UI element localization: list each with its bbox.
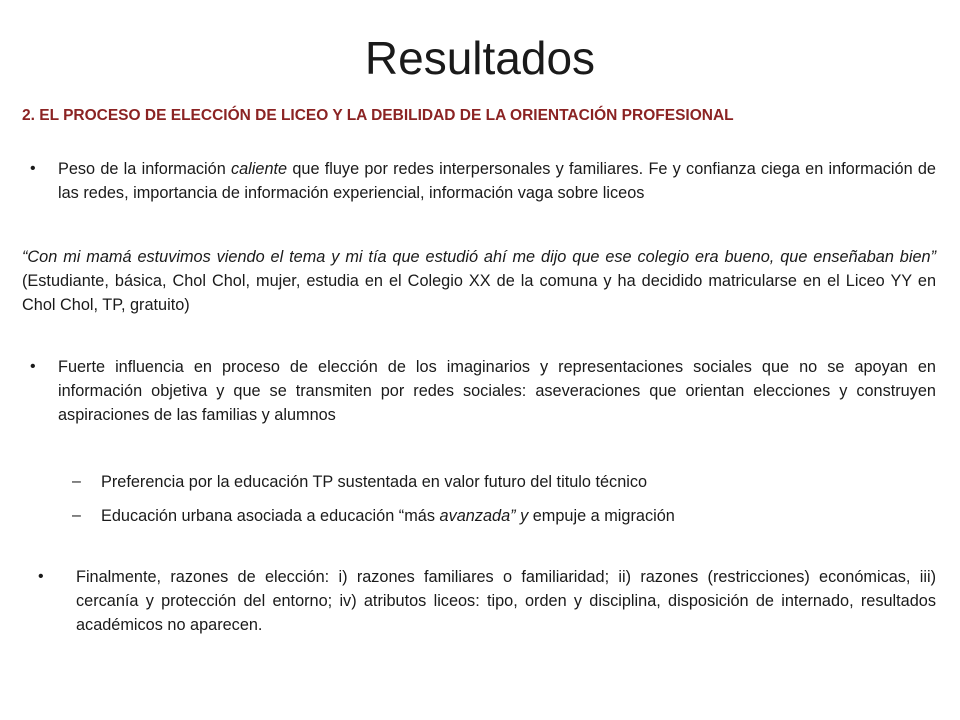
quote-paragraph	[22, 245, 936, 317]
sub-text-post: empuje a migración	[528, 507, 675, 525]
slide-title: Resultados	[364, 32, 596, 84]
quote-text: “Con mi mamá estuvimos viendo el tema y mi tía que estudió ahí me dijo que ese colegio era bueno, que enseñaban bien”	[22, 248, 936, 266]
section-heading: 2. EL PROCESO DE ELECCIÓN DE LICEO Y LA DEBILIDAD DE LA ORIENTACIÓN PROFESIONAL	[22, 107, 734, 124]
sub-text-pre: Educación urbana asociada a educación “más	[101, 507, 440, 525]
bullet-item-imaginaries: Fuerte influencia en proceso de elección de los imaginarios y representaciones sociales que no se apoyan en información objetiva y que se transmiten por redes sociales: aseveraciones que orientan elecciones y construyen aspiraciones de las familias y alumnos	[58, 358, 936, 424]
dash-marker: –	[72, 473, 81, 490]
sub-item-tp-preference: Preferencia por la educación TP sustentada en valor futuro del titulo técnico	[101, 473, 648, 491]
quote-attribution: (Estudiante, básica, Chol Chol, mujer, estudia en el Colegio XX de la comuna y ha decidido matricularse en el Liceo YY en Chol Chol, TP, gratuito)	[22, 272, 936, 314]
bullet-text-post: que fluye por redes interpersonales y familiares. Fe y confianza ciega en información de las redes, importancia de información experiencial, información vaga sobre liceos	[58, 160, 936, 202]
bullet-text-emphasis: caliente	[230, 160, 288, 178]
sub-item-urban-education	[101, 504, 936, 528]
bullet-marker: •	[38, 568, 44, 585]
bullet-text-pre: Peso de la información	[58, 160, 231, 178]
bullet-marker: •	[30, 160, 36, 177]
bullet-item-information	[58, 157, 936, 205]
sub-text-emphasis: avanzada” y	[439, 507, 529, 525]
dash-marker: –	[72, 507, 81, 524]
bullet-marker: •	[30, 358, 36, 375]
bullet-item-reasons: Finalmente, razones de elección: i) razones familiares o familiaridad; ii) razones (restricciones) económicas, iii) cercanía y protección del entorno; iv) atributos liceos: tipo, orden y disciplina, disposición de internado, resultados académicos no aparecen.	[76, 568, 936, 634]
